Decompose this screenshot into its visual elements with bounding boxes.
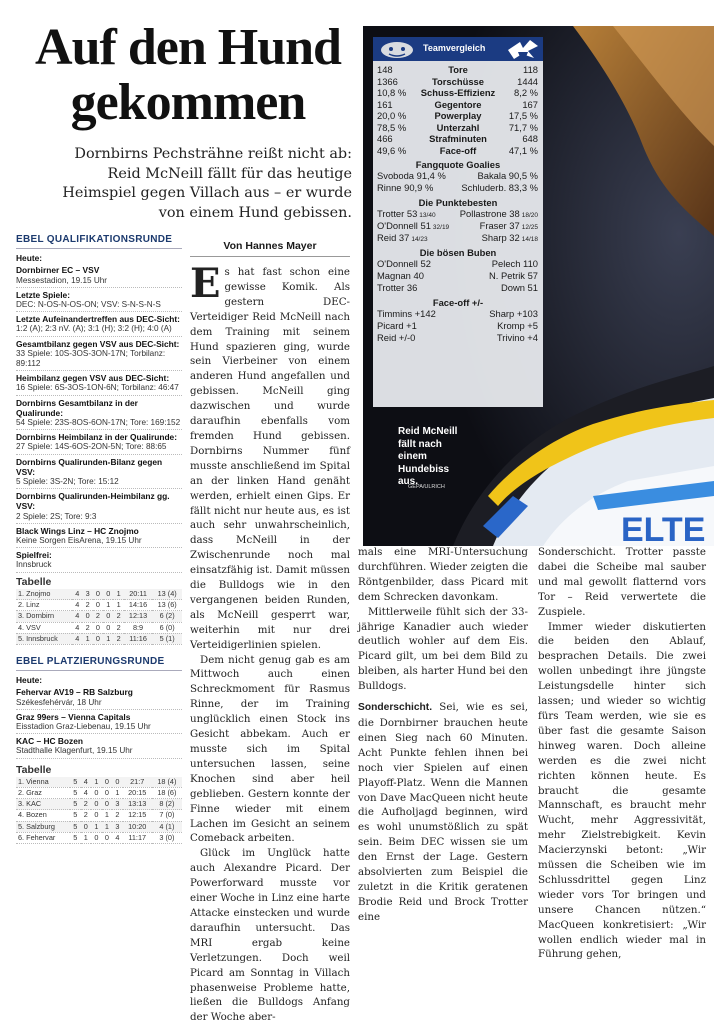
table-cell: 4. Bozen	[16, 810, 70, 821]
byline: Von Hannes Mayer	[190, 240, 350, 257]
scorer-detail: 18/20	[521, 212, 538, 219]
player-row	[373, 270, 543, 282]
table-cell: 3. KAC	[16, 799, 70, 810]
info-label: KAC – HC Bozen	[16, 736, 84, 747]
scorer-row	[373, 232, 543, 244]
stat-right: 47,1 %	[508, 144, 538, 156]
table-cell: 0	[91, 787, 102, 798]
article-paragraph: Glück im Unglück hatte auch Alexandre Picard. Der Powerforward musste vor einer Woche in Linz eine harte Attacke einstecken und wurde daraufhin untersucht. Das MRI ergab keine Verletzungen. Doch weil Picard am Sonntag in Villach phasenweise Probleme hatte, ließen die Bulldogs Anfang der Woche aber-	[190, 847, 350, 1024]
table-row	[16, 799, 182, 810]
table-cell: 4	[72, 600, 82, 611]
team-comparison-box	[373, 37, 543, 407]
info-text: 54 Spiele: 23S-8OS-6ON-17N; Tore: 169:152	[16, 418, 181, 428]
table-cell: 13 (6)	[152, 600, 182, 611]
stat-row	[373, 133, 543, 145]
stat-label: Face-off	[439, 144, 477, 156]
table-cell: 8 (2)	[152, 799, 182, 810]
player-right: Schluderb. 83,3 %	[461, 182, 538, 193]
table-cell: 5	[70, 799, 81, 810]
table-cell: 5	[70, 777, 81, 788]
table-cell: 20:11	[124, 589, 153, 600]
table-cell: 12:15	[123, 810, 152, 821]
table-cell: 5	[70, 821, 81, 832]
table-row	[16, 633, 182, 644]
stat-row	[373, 87, 543, 99]
table-cell: 10:20	[123, 821, 152, 832]
stat-left: 10,8 %	[377, 87, 407, 98]
table-cell: 0	[103, 589, 113, 600]
faceoff-title: Face-off +/-	[432, 297, 484, 308]
table-cell: 0	[93, 633, 103, 644]
stat-right: 8,2 %	[514, 87, 538, 98]
stat-left: 148	[377, 64, 393, 75]
stat-right: 167	[522, 98, 538, 110]
info-text: Messestadion, 19.15 Uhr	[16, 275, 108, 285]
table-cell: 0	[103, 622, 113, 633]
player-right: Kromp +5	[497, 320, 538, 331]
section-title-placement: EBEL PLATZIERUNGSRUNDE	[16, 657, 182, 671]
table-cell: 0	[93, 589, 103, 600]
stat-right: 17,5 %	[508, 110, 538, 121]
table-row	[16, 787, 182, 798]
table-cell: 2	[113, 622, 123, 633]
headline: Auf den Hund gekommen	[35, 19, 341, 131]
table-cell: 0	[91, 810, 102, 821]
table-row	[16, 622, 182, 633]
player-right: Bakala 90,5 %	[477, 170, 538, 181]
info-label: Letzte Spiele:	[16, 289, 70, 300]
table-cell: 0	[82, 611, 92, 622]
stat-label: Strafminuten	[429, 133, 487, 144]
scorer-name: Trotter 53	[377, 208, 418, 219]
table-cell: 13 (4)	[152, 589, 182, 600]
scorer-name: Reid 37	[377, 232, 410, 243]
table-cell: 2	[82, 622, 92, 633]
info-block	[16, 550, 182, 572]
standings-table-qualification	[16, 589, 182, 645]
subheadline: Dornbirns Pechsträhne reißt nicht ab: Reid McNeill fällt für das heutige Heimspiel gegen Villach aus – er wurde von einem Hund gebissen.	[62, 146, 352, 221]
info-block	[16, 265, 182, 287]
table-cell: 4	[72, 622, 82, 633]
player-right: Sharp +103	[489, 308, 538, 319]
table-cell: 0	[103, 611, 113, 622]
info-label: Dornbirns Qualirunden-Bilanz gegen VSV:	[16, 456, 163, 477]
info-block	[16, 736, 182, 758]
article-paragraph: Sonderschicht. Trotter passte dabei die Scheibe mal sauber und mal gewollt flatternd vors Tor – Reid verwertete die Zuspiele.	[538, 546, 706, 618]
table-row	[16, 611, 182, 622]
table-cell: 5. Innsbruck	[16, 633, 72, 644]
info-label: Spielfrei:	[16, 550, 52, 561]
scorer-right	[482, 232, 538, 246]
table-cell: 20:15	[123, 787, 152, 798]
table-cell: 2	[93, 611, 103, 622]
table-cell: 1	[91, 821, 102, 832]
table-cell: 1	[112, 787, 123, 798]
section-title-qualification: EBEL QUALIFIKATIONSRUNDE	[16, 235, 182, 249]
table-cell: 2. Linz	[16, 600, 72, 611]
player-row	[373, 182, 543, 194]
table-cell: 5	[70, 787, 81, 798]
table-cell: 6 (2)	[152, 611, 182, 622]
info-text: Innsbruck	[16, 560, 52, 570]
stat-label: Schuss-Effizienz	[420, 87, 496, 98]
info-text: Eisstadion Graz-Liebenau, 19.15 Uhr	[16, 721, 151, 731]
table-cell: 1	[82, 633, 92, 644]
info-text: Keine Sorgen EisArena, 19.15 Uhr	[16, 536, 142, 546]
scorer-row	[373, 220, 543, 232]
stat-label: Tore	[448, 64, 468, 75]
article-paragraph: Dem nicht genug gab es am Mittwoch auch einen Schreckmoment für Rasmus Rinne, der im Training unglücklich einen Stock ins Gesicht abbekam. Auch er musste sich im Spital untersuchen lassen, seine Knochen sind aber heil geblieben. Gestern konnte der Finne wieder mit einem Lachen im Gesicht an seinem Comeback arbeiten.	[190, 653, 350, 845]
table-cell: 3 (0)	[152, 832, 182, 843]
drop-cap: E	[190, 260, 221, 307]
table-cell: 1. Znojmo	[16, 589, 72, 600]
info-block	[16, 526, 182, 548]
table-cell: 1	[113, 600, 123, 611]
dec-bulldog-logo	[377, 39, 417, 59]
table-cell: 2	[113, 611, 123, 622]
info-label: Black Wings Linz – HC Znojmo	[16, 525, 139, 536]
table-cell: 1	[91, 777, 102, 788]
article-paragraph: mals eine MRI-Untersuchung durchführen. Wieder zeigten die Röntgenbilder, dass Picard mit dem Schrecken davonkam.	[358, 546, 528, 603]
player-left: Picard +1	[377, 320, 417, 331]
player-row	[373, 308, 543, 320]
info-block	[16, 491, 182, 524]
table-cell: 5 (1)	[152, 633, 182, 644]
table-row	[16, 821, 182, 832]
table-row	[16, 832, 182, 843]
table-cell: 0	[81, 821, 92, 832]
info-block	[16, 432, 182, 454]
table-cell: 4 (1)	[152, 821, 182, 832]
table-cell: 4	[72, 611, 82, 622]
scorer-name: O'Donnell 51	[377, 220, 431, 231]
player-right: Pelech 110	[491, 258, 538, 269]
info-block	[16, 339, 182, 372]
table-cell: 3	[112, 799, 123, 810]
today-label: Heute:	[16, 675, 43, 686]
table-cell: 13:13	[123, 799, 152, 810]
info-label: Letzte Aufeinandertreffen aus DEC-Sicht:	[16, 314, 180, 325]
info-text: Székesfehérvár, 18 Uhr	[16, 697, 102, 707]
info-text: DEC: N-OS-N-OS-ON; VSV: S-N-S-N-S	[16, 300, 161, 310]
standings-table-placement	[16, 777, 182, 844]
info-label: Heimbilanz gegen VSV aus DEC-Sicht:	[16, 373, 170, 384]
info-label: Dornbirns Gesamtbilanz in der Qualirunde:	[16, 397, 138, 418]
scorer-name: Pollastrone 38	[459, 208, 520, 219]
stat-left: 161	[377, 98, 393, 110]
scorer-name: Sharp 32	[481, 232, 520, 243]
table-cell: 0	[91, 832, 102, 843]
photo-caption: Reid McNeill fällt nach einem Hundebiss aus.	[398, 426, 458, 487]
info-text: 33 Spiele: 10S-3OS-3ON-17N; Torbilanz: 89:112	[16, 348, 166, 369]
table-cell: 0	[112, 777, 123, 788]
table-cell: 0	[102, 799, 113, 810]
table-cell: 3. Dornbirn	[16, 611, 72, 622]
player-left: O'Donnell 52	[377, 258, 431, 269]
player-row	[373, 282, 543, 294]
scorer-detail: 14/18	[521, 236, 538, 243]
table-cell: 4	[72, 633, 82, 644]
info-block	[16, 457, 182, 490]
info-label: Fehervar AV19 – RB Salzburg	[16, 687, 133, 698]
table-cell: 1	[81, 832, 92, 843]
table-cell: 11:17	[123, 832, 152, 843]
scorer-left	[377, 232, 428, 246]
info-label: Gesamtbilanz gegen VSV aus DEC-Sicht:	[16, 338, 180, 349]
info-text: 1:2 (A); 2:3 nV. (A); 3:1 (H); 3:2 (H); 4:0 (A)	[16, 324, 172, 334]
table-cell: 5. Salzburg	[16, 821, 70, 832]
table-cell: 2	[81, 799, 92, 810]
info-label: Dornbirner EC – VSV	[16, 265, 100, 276]
table-cell: 0	[93, 622, 103, 633]
player-left: Reid +/-0	[377, 332, 416, 343]
subheading-keyword: Sonderschicht.	[358, 702, 433, 714]
article-paragraph: s hat fast schon eine gewisse Komik. Als gestern DEC-Verteidiger Reid McNeill nach dem Training mit seinem Hund spazieren ging, wurde sein Vierbeiner von einem anderen Hund angefallen und gebissen. McNeill ging dazwischen und wurde daraufhin ebenfalls vom fremden Hund gebissen. Dornbirns Nummer fünf musste anschließend im Spital an der linken Hand genäht werden, erhielt einen Gips. Er fällt nicht nur heute aus, es ist auch sehr unwahrscheinlich, dass McNeill in der Zwischenrunde noch mal einsatzfähig ist. Damit müssen die Bulldogs wie in den vergangenen beiden Runden, als McNeill gesperrt war, weiterhin mit nur drei Verteidigerlinien spielen.	[190, 266, 350, 651]
stat-label: Powerplay	[434, 110, 482, 121]
table-row	[16, 600, 182, 611]
table-cell: 0	[102, 787, 113, 798]
table-cell: 12:13	[124, 611, 153, 622]
article-paragraph: Immer wieder diskutierten die beiden den Ablauf, besprachen Details. Die zwei wollen unbedingt ihre jüngste Leistungsdelle hinter sich lassen; und wieder so wichtig fürs Team werden, wie sie es über fast die gesamte Saison hinweg waren. Doch alleine werden es die zwei nicht richten können heute. Es braucht die gesamte Mannschaft, es braucht mehr Wucht, mehr Aggressivität, mehr Zielstrebigkeit. Kevin Macierzynski betont: „Wir müssen die Scheiben wie im Schlussdrittel gegen Linz wieder vors Tor bringen und unsere Chancen nützen.“ MacQueen konkretisiert: „Wir wollen endlich wieder mal in Führung gehen,	[538, 620, 706, 961]
info-text: 5 Spiele: 3S-2N; Tore: 15:12	[16, 477, 119, 487]
info-block	[16, 373, 182, 395]
table-cell: 0	[91, 799, 102, 810]
table-cell: 18 (6)	[152, 787, 182, 798]
player-row	[373, 332, 543, 344]
scorer-name: Fraser 37	[479, 220, 520, 231]
table-cell: 4. VSV	[16, 622, 72, 633]
scorer-row	[373, 208, 543, 220]
table-cell: 2	[113, 633, 123, 644]
table-cell: 6. Fehervar	[16, 832, 70, 843]
stat-label: Unterzahl	[436, 121, 480, 133]
info-block	[16, 687, 182, 709]
table-cell: 0	[93, 600, 103, 611]
sidebar-infobox	[16, 235, 182, 844]
stat-row	[373, 122, 543, 134]
info-label: Dornbirns Heimbilanz in der Qualirunde:	[16, 432, 178, 443]
table-cell: 5	[70, 832, 81, 843]
player-row	[373, 258, 543, 270]
goalies-title: Fangquote Goalies	[415, 159, 501, 170]
table-cell: 2. Graz	[16, 787, 70, 798]
info-block	[16, 314, 182, 336]
table-cell: 1	[113, 589, 123, 600]
table-cell: 0	[102, 832, 113, 843]
table-cell: 11:16	[124, 633, 153, 644]
stat-left: 78,5 %	[377, 121, 407, 133]
scorer-detail: 13/40	[419, 212, 436, 219]
info-block	[16, 712, 182, 734]
stat-row	[373, 145, 543, 157]
table-cell: 2	[112, 810, 123, 821]
today-label: Heute:	[16, 253, 43, 264]
player-left: Timmins +142	[377, 308, 436, 319]
player-left: Svoboda 91,4 %	[377, 170, 446, 181]
player-row	[373, 320, 543, 332]
stat-right: 71,7 %	[508, 121, 538, 133]
stat-left: 1366	[377, 75, 398, 87]
table-cell: 7 (0)	[152, 810, 182, 821]
table-title: Tabelle	[16, 763, 52, 776]
article-column-2	[358, 545, 528, 923]
info-text: 2 Spiele: 2S; Tore: 9:3	[16, 511, 97, 521]
info-text: Stadthalle Klagenfurt, 19.15 Uhr	[16, 746, 133, 756]
table-cell: 6 (0)	[152, 622, 182, 633]
stat-row	[373, 64, 543, 76]
table-cell: 1	[103, 633, 113, 644]
article-paragraph: Sei, wie es sei, die Dornbirner brauchen heute einen Sieg nach 60 Minuten. Acht Punkte fehlen ihnen bei noch vier Spielen auf einen Playoff-Platz. Wenn die Mannen von Dave MacQueen nicht heute die Aufholjagd beginnen, wird es wohl unumstößlich zu spät sein. Beim DEC wissen sie um den Ernst der Lage. Gestern absolvierten zum Beispiel die zuletzt in die Kritik geratenen Brodie Reid und Brock Trotter eine	[358, 701, 528, 923]
scorers-title: Die Punktebesten	[418, 197, 498, 208]
info-text: 16 Spiele: 6S-3OS-1ON-6N; Torbilanz: 46:47	[16, 383, 179, 393]
table-cell: 4	[81, 777, 92, 788]
table-cell: 4	[112, 832, 123, 843]
table-cell: 2	[81, 810, 92, 821]
table-cell: 1	[102, 821, 113, 832]
table-cell: 1. Vienna	[16, 777, 70, 788]
table-row	[16, 810, 182, 821]
player-left: Magnan 40	[377, 270, 424, 281]
player-right: Trivino +4	[496, 332, 538, 343]
player-right: Down 51	[500, 282, 538, 293]
vsv-eagle-logo	[506, 38, 540, 60]
table-cell: 2	[82, 600, 92, 611]
stat-right: 1444	[517, 75, 538, 87]
info-block	[16, 398, 182, 431]
stat-left: 49,6 %	[377, 144, 407, 156]
article-column-1	[190, 260, 350, 1024]
table-cell: 0	[102, 777, 113, 788]
player-right: N. Petrik 57	[489, 270, 538, 281]
scorer-detail: 14/23	[411, 236, 428, 243]
player-row	[373, 170, 543, 182]
stat-row	[373, 99, 543, 111]
penalties-title: Die bösen Buben	[419, 247, 497, 258]
stat-right: 648	[522, 133, 538, 144]
stat-left: 20,0 %	[377, 110, 407, 121]
stat-right: 118	[523, 64, 538, 75]
info-text: 27 Spiele: 14S-6OS-2ON-5N; Tore: 88:65	[16, 442, 167, 452]
article-column-3	[538, 545, 706, 961]
stat-row	[373, 76, 543, 88]
table-row	[16, 589, 182, 600]
team-comparison-header	[373, 37, 543, 61]
table-cell: 21:7	[123, 777, 152, 788]
table-cell: 4	[81, 787, 92, 798]
scorer-detail: 12/25	[521, 224, 538, 231]
info-label: Dornbirns Qualirunden-Heimbilanz gg. VSV:	[16, 491, 170, 512]
stat-row	[373, 110, 543, 122]
table-cell: 3	[82, 589, 92, 600]
table-cell: 14:16	[124, 600, 153, 611]
table-cell: 1	[103, 600, 113, 611]
table-cell: 8:9	[124, 622, 153, 633]
player-left: Rinne 90,9 %	[377, 182, 434, 193]
scorer-detail: 32/19	[432, 224, 450, 231]
player-left: Trotter 36	[377, 282, 418, 293]
info-label: Graz 99ers – Vienna Capitals	[16, 711, 131, 722]
table-row	[16, 777, 182, 788]
jersey-sponsor-text: ELTE	[621, 511, 706, 549]
table-cell: 4	[72, 589, 82, 600]
table-cell: 1	[102, 810, 113, 821]
table-cell: 18 (4)	[152, 777, 182, 788]
article-paragraph: Mittlerweile fühlt sich der 33-jährige Kanadier auch wieder deutlich wohler auf dem Eis. Picard gilt, um bei dem Bild zu bleiben, als harter Hund bei den Bulldogs.	[358, 605, 528, 693]
team-comparison-title: Teamvergleich	[423, 43, 486, 53]
info-block	[16, 290, 182, 312]
photo-credit: GEPA/ULRICH	[408, 484, 445, 490]
stat-left: 466	[377, 133, 393, 144]
table-cell: 3	[112, 821, 123, 832]
stat-label: Torschüsse	[432, 75, 484, 87]
stat-label: Gegentore	[434, 98, 482, 110]
table-cell: 5	[70, 810, 81, 821]
table-title: Tabelle	[16, 575, 52, 588]
